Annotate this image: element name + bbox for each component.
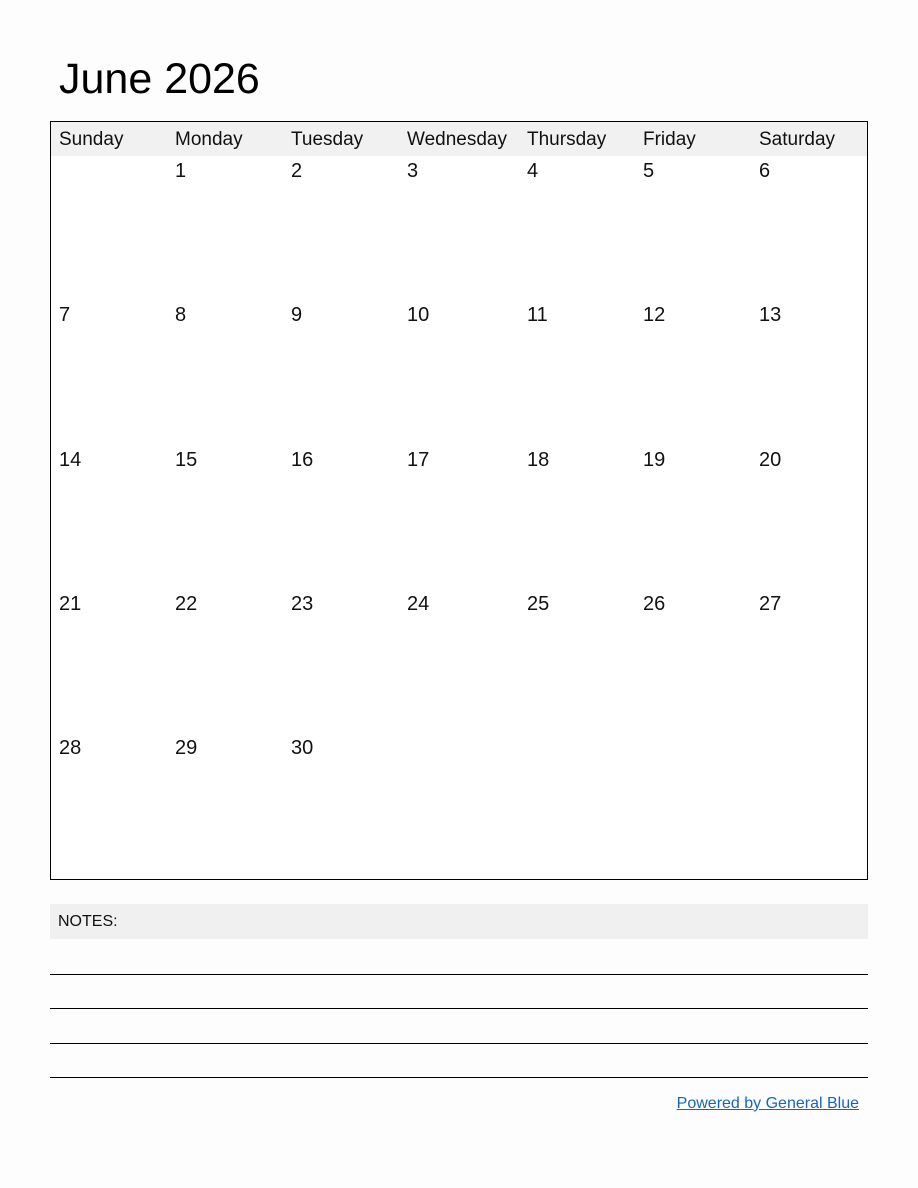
day-cell: 21 <box>59 593 82 615</box>
weekday-monday: Monday <box>175 129 243 150</box>
weekday-friday: Friday <box>643 129 696 150</box>
notes-line[interactable] <box>50 1077 868 1078</box>
notes-line[interactable] <box>50 1008 868 1009</box>
weekday-header-row <box>51 122 867 156</box>
notes-label: NOTES: <box>58 913 118 930</box>
weekday-tuesday: Tuesday <box>291 129 364 150</box>
day-cell: 1 <box>175 160 187 182</box>
day-cell: 23 <box>291 593 314 615</box>
day-cell: 11 <box>527 304 548 326</box>
day-cell: 18 <box>527 449 550 471</box>
day-cell: 30 <box>291 737 314 759</box>
day-cell: 2 <box>291 160 303 182</box>
day-cell: 16 <box>291 449 314 471</box>
day-cell: 5 <box>643 160 655 182</box>
day-cell: 4 <box>527 160 539 182</box>
day-cell: 8 <box>175 304 187 326</box>
day-cell: 27 <box>759 593 782 615</box>
day-cell: 28 <box>59 737 82 759</box>
day-cell: 9 <box>291 304 303 326</box>
day-cell: 13 <box>759 304 782 326</box>
day-cell: 26 <box>643 593 666 615</box>
weekday-saturday: Saturday <box>759 129 836 150</box>
day-cell: 24 <box>407 593 430 615</box>
notes-line[interactable] <box>50 1043 868 1044</box>
day-cell: 10 <box>407 304 430 326</box>
calendar-grid <box>50 121 868 880</box>
weekday-sunday: Sunday <box>59 129 124 150</box>
day-cell: 19 <box>643 449 666 471</box>
day-cell: 29 <box>175 737 198 759</box>
notes-line[interactable] <box>50 974 868 975</box>
day-cell: 7 <box>59 304 71 326</box>
day-cell: 25 <box>527 593 550 615</box>
page-title: June 2026 <box>59 55 260 103</box>
notes-header <box>50 904 868 939</box>
powered-by-link[interactable]: Powered by General Blue <box>676 1095 859 1112</box>
day-cell: 14 <box>59 449 82 471</box>
day-cell: 17 <box>407 449 430 471</box>
day-cell: 3 <box>407 160 419 182</box>
day-cell: 20 <box>759 449 782 471</box>
day-cell: 22 <box>175 593 198 615</box>
day-cell: 6 <box>759 160 771 182</box>
weekday-wednesday: Wednesday <box>407 129 507 150</box>
day-cell: 12 <box>643 304 666 326</box>
day-cell: 15 <box>175 449 198 471</box>
weekday-thursday: Thursday <box>527 129 607 150</box>
